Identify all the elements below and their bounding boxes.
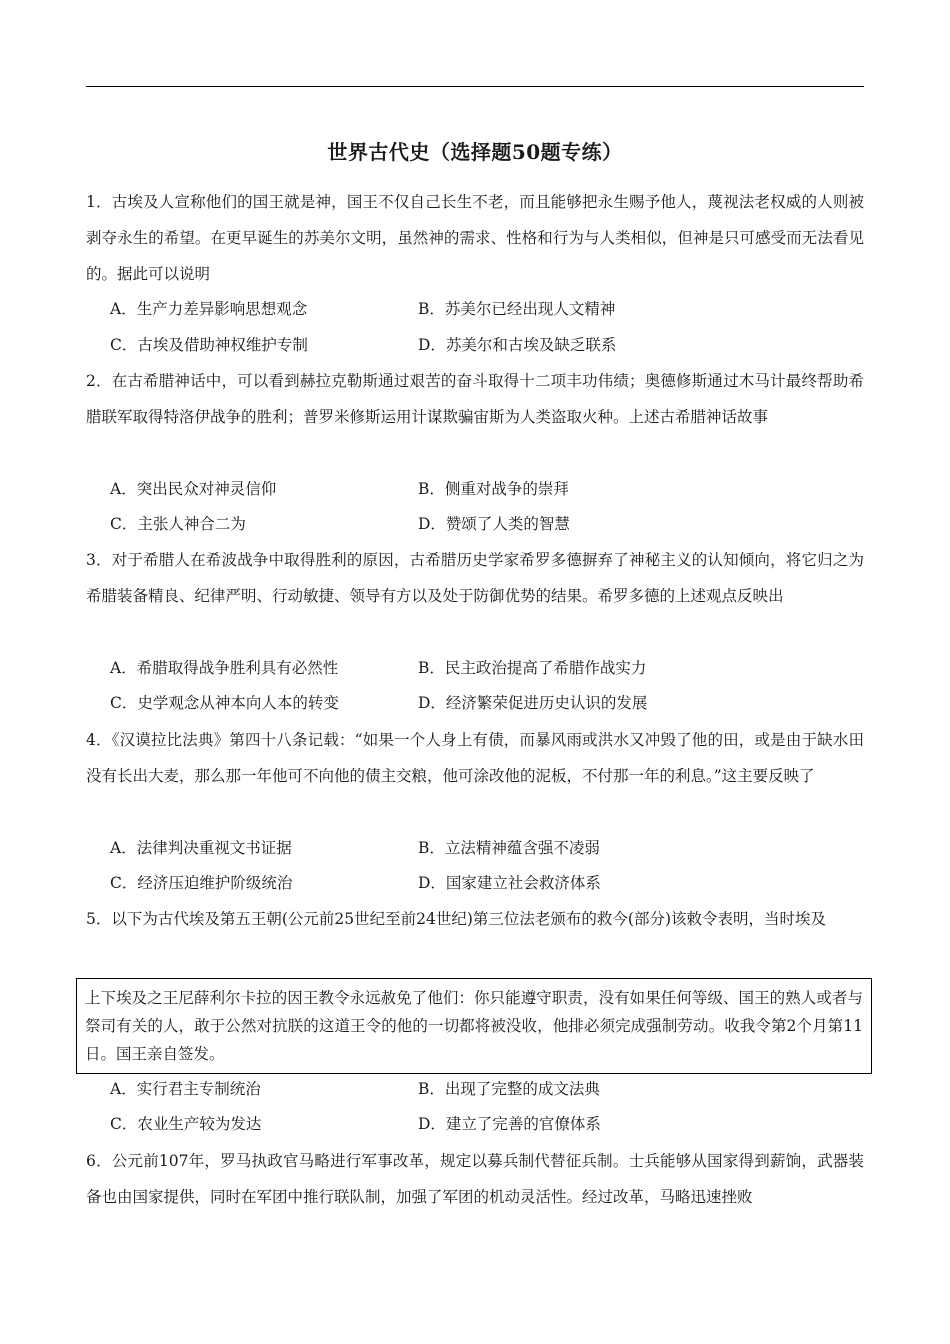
header-rule <box>86 86 864 87</box>
question-5-option-b[interactable]: B．出现了完整的成文法典 <box>418 1080 600 1098</box>
question-6-stem: 6．公元前107年，罗马执政官马略进行军事改革，规定以募兵制代替征兵制。士兵能够从国家得到薪饷，武器装备也由国家提供，同时在军团中推行联队制，加强了军团的机动灵活性。经过改革，马略迅速挫败 <box>86 1152 864 1206</box>
question-2-stem: 2．在古希腊神话中，可以看到赫拉克勒斯通过艰苦的奋斗取得十二项丰功伟绩；奥德修斯通过木马计最终帮助希腊联军取得特洛伊战争的胜利；普罗米修斯运用计谋欺骗宙斯为人类盗取火种。上述古希腊神话故事 <box>86 372 864 426</box>
question-2-option-c[interactable]: C．主张人神合二为 <box>110 515 246 533</box>
question-4-option-a[interactable]: A．法律判决重视文书证据 <box>110 839 292 857</box>
question-3-option-c[interactable]: C．史学观念从神本向人本的转变 <box>110 694 339 712</box>
question-2-option-a[interactable]: A．突出民众对神灵信仰 <box>110 480 277 498</box>
question-1-option-d[interactable]: D．苏美尔和古埃及缺乏联系 <box>418 336 617 354</box>
question-2-option-d[interactable]: D．赞颂了人类的智慧 <box>418 515 570 533</box>
question-1-option-b[interactable]: B．苏美尔已经出现人文精神 <box>418 300 616 318</box>
question-5-stem: 5．以下为古代埃及第五王朝(公元前25世纪至前24世纪)第三位法老颁布的救今(部分)该敕令表明，当时埃及 <box>86 910 826 928</box>
question-3-option-d[interactable]: D．经济繁荣促进历史认识的发展 <box>418 694 648 712</box>
question-5-material-box: 上下埃及之王尼薛利尔卡拉的因王教令永远赦免了他们：你只能遵守职责，没有如果任何等级、国王的熟人或者与祭司有关的人，敢于公然对抗朕的这道王令的他的一切都将被没收，他排必须完成强制劳动。收我令第2个月第11日。国王亲自签发。 <box>76 978 872 1074</box>
question-5-option-a[interactable]: A．实行君主专制统治 <box>110 1080 261 1098</box>
question-5-option-d[interactable]: D．建立了完善的官僚体系 <box>418 1115 601 1133</box>
question-4-stem: 4．《汉谟拉比法典》第四十八条记载：“如果一个人身上有债，而暴风雨或洪水又冲毁了他的田，或是由于缺水田没有长出大麦，那么那一年他可不向他的债主交粮，他可涂改他的泥板，不付那一年的利息。”这主要反映了 <box>86 731 864 785</box>
question-2-option-b[interactable]: B．侧重对战争的崇拜 <box>418 480 569 498</box>
question-3-option-b[interactable]: B．民主政治提高了希腊作战实力 <box>418 659 647 677</box>
question-3-option-a[interactable]: A．希腊取得战争胜利具有必然性 <box>110 659 339 677</box>
question-4-option-b[interactable]: B．立法精神蕴含强不凌弱 <box>418 839 600 857</box>
page-title: 世界古代史（选择题50题专练） <box>327 140 623 164</box>
question-1-option-a[interactable]: A．生产力差异影响思想观念 <box>110 300 308 318</box>
question-4-option-c[interactable]: C．经济压迫维护阶级统治 <box>110 874 293 892</box>
question-5-option-c[interactable]: C．农业生产较为发达 <box>110 1115 262 1133</box>
question-1-stem: 1．古埃及人宣称他们的国王就是神，国王不仅自己长生不老，而且能够把永生赐予他人，蔑视法老权威的人则被剥夺永生的希望。在更早诞生的苏美尔文明，虽然神的需求、性格和行为与人类相似，但神是只可感受而无法看见的。据此可以说明 <box>86 193 864 283</box>
question-1-option-c[interactable]: C．古埃及借助神权维护专制 <box>110 336 308 354</box>
question-4-option-d[interactable]: D．国家建立社会救济体系 <box>418 874 601 892</box>
question-3-stem: 3．对于希腊人在希波战争中取得胜利的原因，古希腊历史学家希罗多德摒弃了神秘主义的认知倾向，将它归之为希腊装备精良、纪律严明、行动敏捷、领导有方以及处于防御优势的结果。希罗多德的上述观点反映出 <box>86 551 864 605</box>
